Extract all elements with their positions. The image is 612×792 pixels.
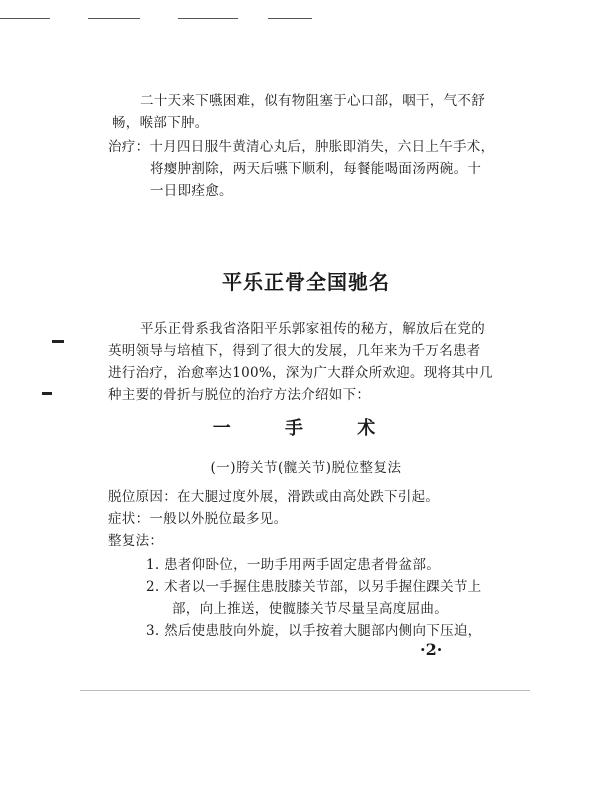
method-label: 整复法： (108, 533, 164, 549)
treatment-line-2: 将瘿肿割除，两天后嚥下顺利，每餐能喝面汤两碗。十 (150, 161, 482, 177)
scan-mark-2 (42, 392, 52, 395)
top-rule-2 (88, 18, 140, 19)
method-step-1: 1. 患者仰卧位，一助手用两手固定患者骨盆部。 (146, 557, 441, 573)
method-step-2-line-2: 部，向上推送，使髋膝关节尽量呈高度屈曲。 (172, 601, 448, 617)
intro-line-2: 英明领导与培植下，得到了很大的发展，几年来为千万名患者 (108, 343, 481, 359)
top-rule-4 (268, 18, 312, 19)
method-step-2-line-1: 2. 术者以一手握住患肢膝关节部，以另手握住踝关节上 (146, 579, 482, 595)
subsection-heading: (一)胯关节(髋关节)脱位整复法 (210, 460, 402, 476)
case-line-1: 二十天来下嚥困难，似有物阻塞于心口部，咽干，气不舒 (140, 93, 485, 109)
article-title: 平乐正骨全国驰名 (222, 270, 390, 294)
case-line-2: 畅，喉部下肿。 (112, 115, 209, 131)
page-number: ·2· (420, 640, 443, 659)
treatment-line-1: 治疗：十月四日服牛黄清心丸后，肿胀即消失，六日上午手术， (108, 139, 495, 155)
section-heading: 一 手 术 (212, 418, 400, 439)
intro-line-1: 平乐正骨系我省洛阳平乐郭家祖传的秘方，解放后在党的 (140, 321, 485, 337)
bottom-rule (80, 690, 530, 691)
top-rule-1 (0, 18, 50, 19)
method-step-3: 3. 然后使患肢向外旋，以手按着大腿部内侧向下压迫， (146, 623, 482, 639)
intro-line-3: 进行治疗，治愈率达100%，深为广大群众所欢迎。现将其中几 (108, 365, 493, 381)
treatment-line-3: 一日即痊愈。 (150, 183, 233, 199)
dislocation-cause: 脱位原因：在大腿过度外展，滑跌或由高处跌下引起。 (108, 489, 440, 505)
intro-line-4: 种主要的骨折与脱位的治疗方法介绍如下： (108, 387, 371, 403)
top-rule-3 (178, 18, 238, 19)
symptom-line: 症状：一般以外脱位最多见。 (108, 511, 288, 527)
scan-mark-1 (52, 340, 64, 343)
